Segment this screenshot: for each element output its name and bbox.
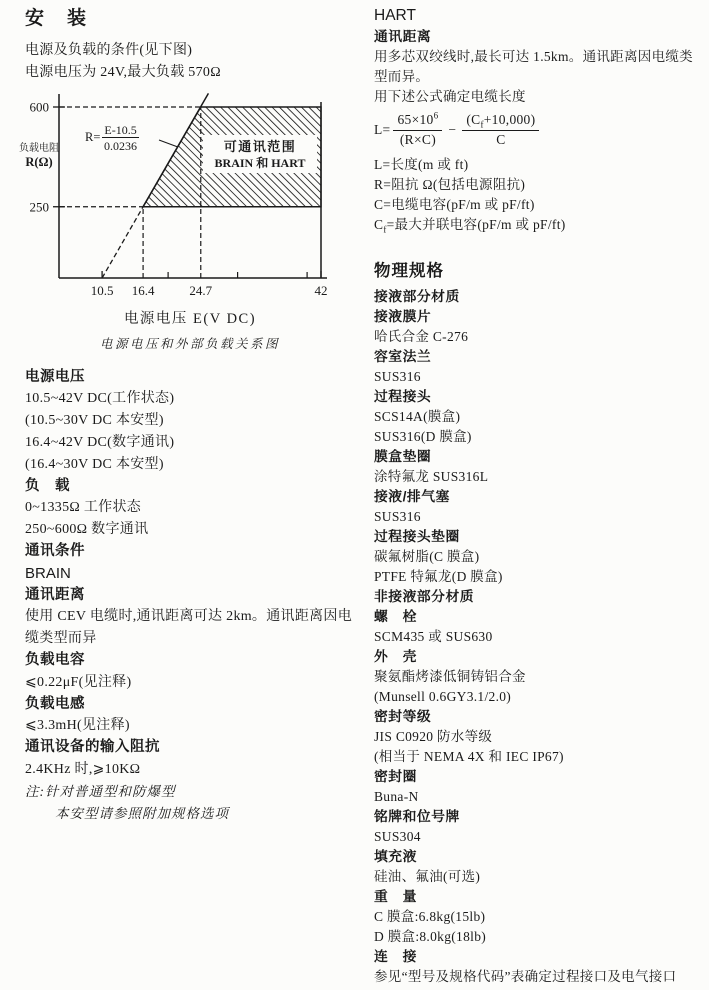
y-axis-label-line: 负载电阻 <box>19 142 59 154</box>
subsection-heading: 通讯条件 <box>25 542 85 559</box>
subsection-heading: 过程接头 <box>374 389 432 404</box>
spec-text: C=电缆电容(pF/m 或 pF/ft) <box>374 197 535 212</box>
spec-text: 0~1335Ω 工作状态 <box>25 500 142 516</box>
spec-text: 2.4KHz 时,⩾10KΩ <box>25 761 141 777</box>
numerator <box>393 112 442 130</box>
subsection-heading: 铭牌和位号牌 <box>374 809 460 824</box>
spec-text: JIS C0920 防水等级 <box>374 729 493 744</box>
fraction <box>102 123 138 154</box>
subsection-heading: 填充液 <box>374 849 417 864</box>
spec-text <box>374 215 706 235</box>
spec-text: ⩽0.22μF(见注释) <box>25 674 132 690</box>
spec-text: 250~600Ω 数字通讯 <box>25 522 149 538</box>
subsection-heading: 负载电感 <box>25 695 85 712</box>
spec-text: SUS316 <box>374 369 421 384</box>
subsection-heading: 通讯距离 <box>25 586 85 603</box>
numerator <box>462 112 539 130</box>
protocol-name: BRAIN <box>25 564 71 582</box>
subsection-heading: 容室法兰 <box>374 349 432 364</box>
tick-label: 10.5 <box>90 282 114 298</box>
note-text: 注:针对普通型和防爆型 <box>25 783 176 799</box>
spec-text: (相当于 NEMA 4X 和 IEC IP67) <box>374 749 564 764</box>
boundary-formula <box>85 123 141 154</box>
spec-text: 用下述公式确定电缆长度 <box>374 89 526 104</box>
doc-title: 安 装 <box>25 8 89 29</box>
tick-label: 24.7 <box>189 282 213 298</box>
spec-text: 16.4~42V DC(数字通讯) <box>25 434 175 450</box>
text-run: +10,000) <box>483 112 536 128</box>
spec-text: 聚氨酯烤漆低铜铸铝合金 <box>374 669 526 684</box>
subsection-heading: 通讯设备的输入阻抗 <box>25 739 160 756</box>
power-load-chart <box>19 90 351 353</box>
spec-text: SUS304 <box>374 829 421 844</box>
sub-text: f <box>480 120 484 130</box>
spec-text: Buna-N <box>374 789 419 804</box>
tick-label: 250 <box>29 198 49 214</box>
minus-operator: − <box>448 122 457 137</box>
subsection-heading: 密封圈 <box>374 769 417 784</box>
chart-caption: 电源电压和外部负载关系图 <box>99 336 280 351</box>
left-column <box>19 0 359 824</box>
text-run: 65×10 <box>397 112 434 128</box>
y-axis-label-line: R(Ω) <box>25 154 53 169</box>
tick-label: 16.4 <box>131 282 155 298</box>
subsection-heading: 接液/排气塞 <box>374 489 450 504</box>
x-axis-label: 电源电压 E(V DC) <box>123 310 257 327</box>
spec-text: (Munsell 0.6GY3.1/2.0) <box>374 689 512 704</box>
denominator: 0.0236 <box>104 138 138 153</box>
chart-canvas <box>19 90 351 302</box>
spec-text: (16.4~30V DC 本安型) <box>25 456 164 472</box>
spec-text: 碳氟树脂(C 膜盒) <box>374 549 480 564</box>
spec-text: SCS14A(膜盒) <box>374 409 461 424</box>
spec-text: C 膜盒:6.8kg(15lb) <box>374 909 486 924</box>
subsection-heading: 密封等级 <box>374 709 432 724</box>
subsection-heading: 重 量 <box>374 889 417 904</box>
spec-text: PTFE 特氟龙(D 膜盒) <box>374 569 503 584</box>
comm-region-label-line: BRAIN 和 HART <box>214 155 306 170</box>
fraction <box>393 112 442 147</box>
sup-text: 6 <box>433 110 439 121</box>
spec-text: 用多芯双绞线时,最长可达 1.5km。通讯距离因电缆类型而异。 <box>374 49 693 84</box>
y-axis-label <box>19 142 59 170</box>
spec-text: 参见“型号及规格代码”表确定过程接口及电气接口 <box>374 969 677 984</box>
spec-text: SCM435 或 SUS630 <box>374 629 493 644</box>
sub-text: f <box>383 224 387 235</box>
spec-text: 使用 CEV 电缆时,通讯距离可达 2km。通讯距离因电缆类型而异 <box>25 609 353 647</box>
subsection-heading: 非接液部分材质 <box>374 589 475 604</box>
subsection-heading: 连 接 <box>374 949 417 964</box>
spec-text: 电源及负载的条件(见下图) <box>25 43 193 58</box>
comm-region-label-line: 可通讯范围 <box>223 138 297 154</box>
spec-text: D 膜盒:8.0kg(18lb) <box>374 929 487 944</box>
spec-text: 哈氏合金 C-276 <box>374 329 469 344</box>
formula-lhs: L= <box>374 122 391 137</box>
tick-label: 42 <box>314 282 328 298</box>
denominator: (R×C) <box>399 131 436 147</box>
fraction <box>462 112 539 147</box>
subsection-heading: 螺 栓 <box>374 609 417 624</box>
denominator: C <box>496 131 506 147</box>
right-column <box>374 0 706 987</box>
spec-text: (10.5~30V DC 本安型) <box>25 413 164 429</box>
numerator: E-10.5 <box>104 122 137 137</box>
subsection-heading: 电源电压 <box>25 368 85 385</box>
cable-length-formula <box>374 111 706 149</box>
subsection-heading: 接液部分材质 <box>374 289 460 304</box>
comm-region-label <box>203 135 317 173</box>
subsection-heading: 接液膜片 <box>374 309 432 324</box>
subsection-heading: 负载电容 <box>25 651 85 668</box>
section-title: 物理规格 <box>374 262 444 280</box>
spec-text: L=长度(m 或 ft) <box>374 157 469 172</box>
spec-text: 10.5~42V DC(工作状态) <box>25 391 175 407</box>
spec-text: SUS316 <box>374 509 421 524</box>
protocol-name: HART <box>374 7 416 24</box>
subsection-heading: 通讯距离 <box>374 29 432 44</box>
spec-text: 硅油、氟油(可选) <box>374 869 481 884</box>
subsection-heading: 负 载 <box>25 477 70 494</box>
subsection-heading: 膜盒垫圈 <box>374 449 432 464</box>
spec-text: R=阻抗 Ω(包括电源阻抗) <box>374 177 526 192</box>
spec-text: SUS316(D 膜盒) <box>374 429 472 444</box>
spec-text: 涂特氟龙 SUS316L <box>374 469 489 484</box>
spec-text: ⩽3.3mH(见注释) <box>25 718 130 734</box>
note-text: 本安型请参照附加规格选项 <box>55 805 229 821</box>
text-run: C <box>374 217 384 232</box>
text-run: =最大并联电容(pF/m 或 pF/ft) <box>386 217 566 232</box>
subsection-heading: 过程接头垫圈 <box>374 529 460 544</box>
tick-label: 600 <box>29 99 49 115</box>
subsection-heading: 外 壳 <box>374 649 417 664</box>
spec-text: 电源电压为 24V,最大负载 570Ω <box>25 64 221 80</box>
text-run: (C <box>466 112 481 128</box>
formula-prefix: R= <box>85 130 101 145</box>
